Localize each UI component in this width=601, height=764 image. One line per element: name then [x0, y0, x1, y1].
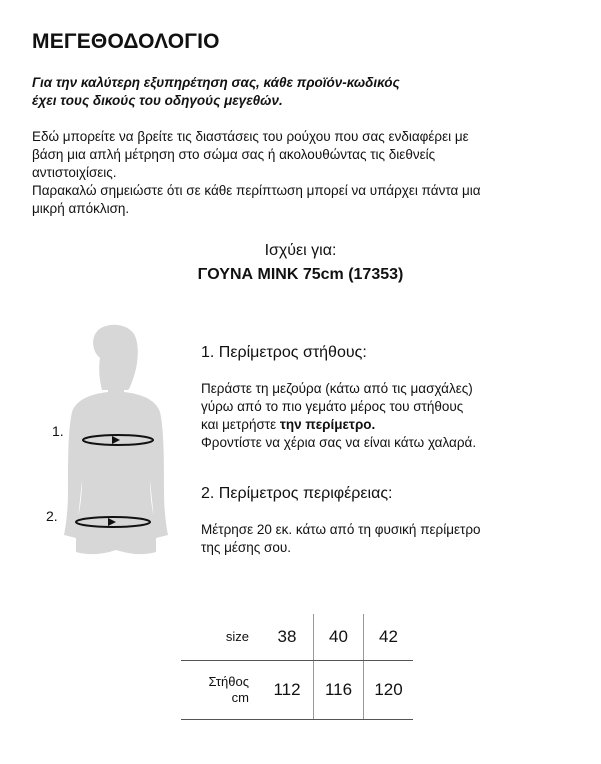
applies-to-block	[0, 239, 601, 287]
body-silhouette-figure	[50, 320, 180, 565]
page-title: ΜΕΓΕΘΟΔΟΛΟΓΙΟ	[32, 30, 220, 53]
intro-bold-line: έχει τους δικούς του οδηγούς μεγεθών.	[32, 93, 283, 108]
section-hip-heading: 2. Περίμετρος περιφέρειας:	[201, 485, 393, 502]
section-hip-line: Μέτρησε 20 εκ. κάτω από τη φυσική περίμετρο	[201, 522, 481, 537]
intro-bold-line: Για την καλύτερη εξυπηρέτηση σας, κάθε προϊόν-κωδικός	[32, 75, 400, 90]
size-row	[181, 614, 413, 661]
section-chest-line: Φροντίστε να χέρια σας να είναι κάτω χαλαρά.	[201, 435, 477, 450]
size-cell: 42	[364, 614, 414, 661]
chest-cell: 120	[364, 661, 414, 720]
section-chest-line-bold: την περίμετρο.	[279, 417, 376, 432]
intro-body-text	[32, 128, 577, 218]
section-hip-line: της μέσης σου.	[201, 540, 291, 555]
product-name: ΓΟΥΝΑ MINK 75cm (17353)	[197, 266, 404, 283]
chest-cell: 116	[314, 661, 364, 720]
section-hip-text	[201, 521, 481, 557]
intro-bold-text	[32, 74, 552, 110]
intro-body-line: μικρή απόκλιση.	[32, 201, 130, 216]
section-chest-line: Περάστε τη μεζούρα (κάτω από τις μασχάλες)	[201, 381, 473, 396]
applies-label: Ισχύει για:	[264, 242, 337, 259]
section-chest-line: γύρω από το πιο γεμάτο μέρος του στήθους	[201, 399, 464, 414]
intro-body-line: Εδώ μπορείτε να βρείτε τις διαστάσεις του ρούχου που σας ενδιαφέρει με	[32, 129, 469, 144]
section-chest-line	[201, 416, 476, 434]
section-chest-line-prefix: και μετρήστε	[201, 417, 280, 432]
section-chest-text	[201, 380, 476, 452]
section-chest-heading: 1. Περίμετρος στήθους:	[201, 344, 367, 361]
intro-body-line: Παρακαλώ σημειώστε ότι σε κάθε περίπτωση μπορεί να υπάρχει πάντα μια	[32, 183, 481, 198]
chest-row-label	[181, 661, 261, 720]
intro-body-line: αντιστοιχίσεις.	[32, 165, 117, 180]
chest-cell: 112	[261, 661, 314, 720]
size-cell: 38	[261, 614, 314, 661]
size-cell: 40	[314, 614, 364, 661]
size-table	[181, 614, 413, 720]
figure-marker-1: 1.	[52, 423, 64, 439]
chest-row-unit: cm	[231, 690, 249, 705]
chest-row-label-line: Στήθος	[208, 674, 249, 689]
chest-row	[181, 661, 413, 720]
figure-marker-2: 2.	[46, 508, 58, 524]
size-row-label: size	[181, 614, 261, 661]
intro-body-line: βάση μια απλή μέτρηση στο σώμα σας ή ακολουθώντας τις διεθνείς	[32, 147, 436, 162]
